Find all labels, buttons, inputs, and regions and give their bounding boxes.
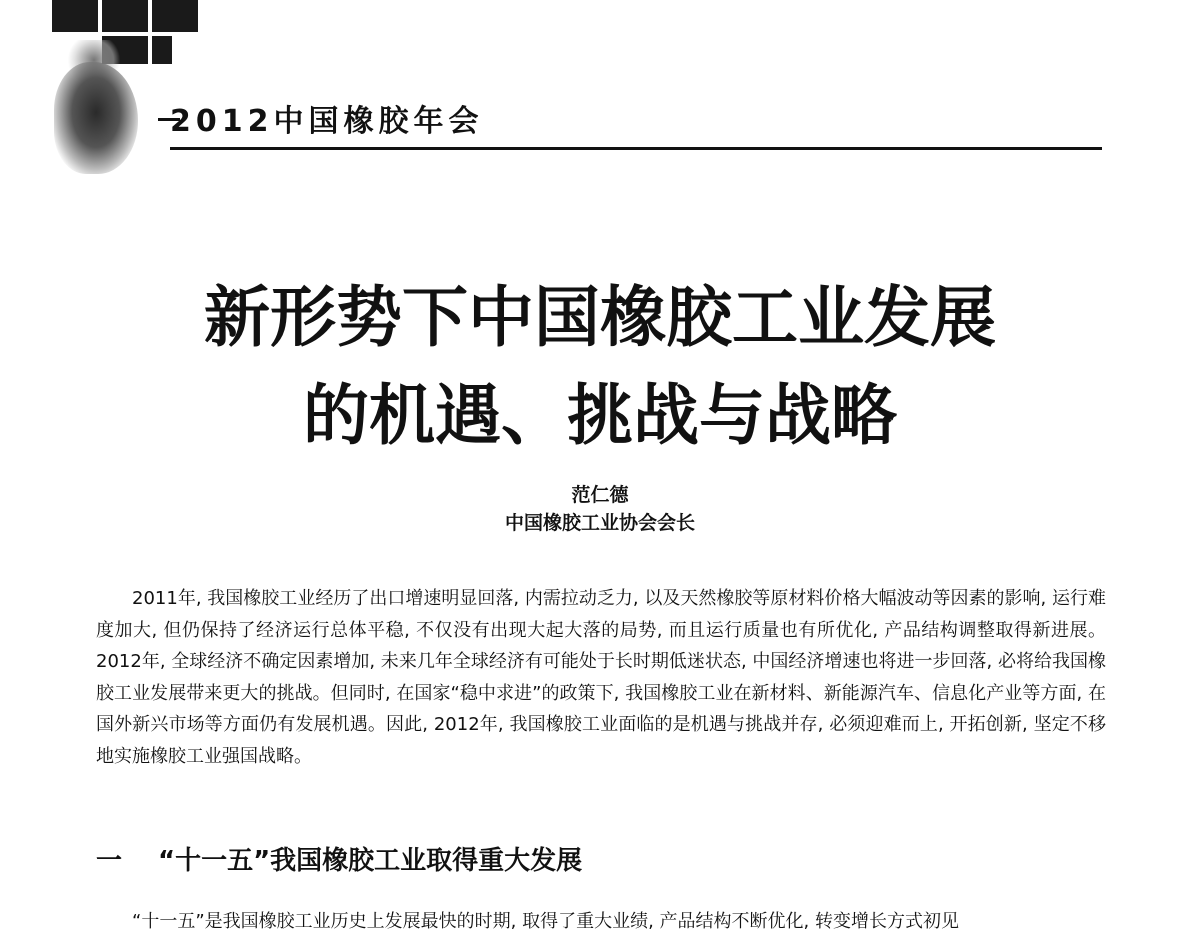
- section-paragraph: “十一五”是我国橡胶工业历史上发展最快的时期, 取得了重大业绩, 产品结构不断优化, 转变增长方式初见: [132, 911, 959, 932]
- article-title-line-1: 新形势下中国橡胶工业发展: [204, 279, 996, 356]
- intro-paragraph: 2011年, 我国橡胶工业经历了出口增速明显回落, 内需拉动乏力, 以及天然橡胶等原材料价格大幅波动等因素的影响, 运行难度加大, 但仍保持了经济运行总体平稳, 不仅没有出现大起大落的局势, 而且运行质量也有所优化, 产品结构调整取得新进展。2012年, 全球经济不确定因素增加, 未来几年全球经济有可能处于长时期低迷状态, 中国经济增速也将进一步回落, 必将给我国橡胶工业发展带来更大的挑战。但同时, 在国家“稳中求进”的政策下, 我国橡胶工业在新材料、新能源汽车、信息化产业等方面, 在国外新兴市场等方面仍有发展机遇。因此, 2012年, 我国橡胶工业面临的是机遇与挑战并存, 必须迎难而上, 开拓创新, 坚定不移地实施橡胶工业强国战略。: [96, 588, 1106, 767]
- header-rule: [170, 147, 1102, 150]
- section-number: 一: [96, 846, 123, 876]
- conference-header: 2012中国橡胶年会: [170, 104, 484, 139]
- article-title-line-2: 的机遇、挑战与战略: [303, 377, 897, 454]
- header-decoration: [50, 0, 200, 180]
- author-name: 范仁德: [571, 484, 629, 506]
- author-affiliation: 中国橡胶工业协会会长: [504, 512, 695, 534]
- section-title: “十一五”我国橡胶工业取得重大发展: [158, 846, 583, 876]
- section-heading: [96, 840, 582, 877]
